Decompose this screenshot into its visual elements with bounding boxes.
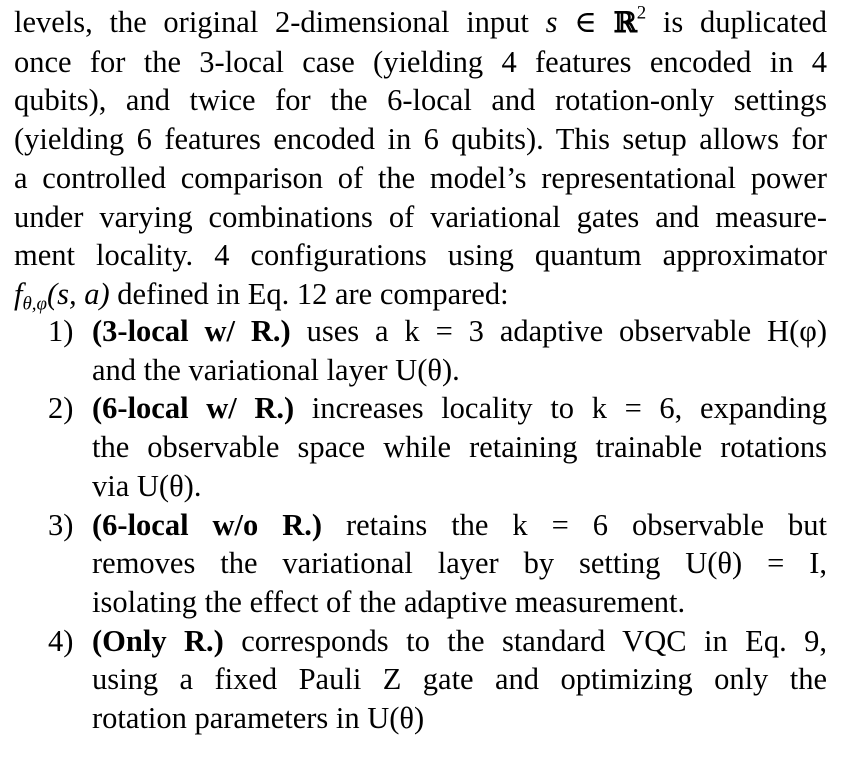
math-symbol: ∈ <box>557 5 614 39</box>
math-symbol: ℝ <box>613 6 637 39</box>
text-run: increases locality to k = 6, expanding <box>294 391 828 426</box>
list-item <box>0 312 862 389</box>
list-item <box>0 506 862 622</box>
list-item-line: isolating the effect of the adaptive measurement. <box>92 584 686 619</box>
list-item-body <box>92 389 827 505</box>
intro-line-2: once for the 3-local case (yielding 4 features encoded in 4 <box>14 44 827 79</box>
list-item-line <box>92 389 827 428</box>
list-item-number: 4) <box>48 623 74 658</box>
list-item-number: 3) <box>48 507 74 542</box>
list-item-number: 1) <box>48 314 74 348</box>
intro-line-7: ment locality. 4 configurations using quantum approximator <box>14 238 827 273</box>
list-item-body <box>92 506 827 622</box>
list-item-title: (3-local w/ R.) <box>92 314 291 348</box>
text-run: corresponds to the standard VQC in Eq. 9, <box>223 623 828 658</box>
list-item-line: and the variational layer U(θ). <box>92 352 460 387</box>
text-run: defined in Eq. 12 are compared: <box>109 276 509 311</box>
math-symbol: s <box>545 5 558 39</box>
list-item-title: (6-local w/o R.) <box>92 507 323 542</box>
list-item <box>0 622 862 738</box>
math-symbol: f <box>14 276 23 311</box>
math-subscript: θ,φ <box>22 293 47 315</box>
intro-line-4: (yielding 6 features encoded in 6 qubits). This setup allows for <box>14 122 827 157</box>
text-run: retains the k = 6 observable but <box>322 507 827 542</box>
list-item-number: 2) <box>48 391 74 426</box>
list-item-body <box>92 622 827 738</box>
list-item-title: (Only R.) <box>92 623 224 658</box>
list-item-line <box>92 622 827 661</box>
list-item-line: the observable space while retaining trainable rotations <box>92 430 827 465</box>
list-item-line <box>92 506 827 545</box>
intro-paragraph <box>14 3 827 314</box>
text-run: levels, the original 2-dimensional input <box>14 5 546 39</box>
list-item-line <box>92 312 827 351</box>
configuration-list <box>0 312 862 738</box>
list-item-line: removes the variational layer by setting U(θ) = I, <box>92 546 827 581</box>
list-item-body <box>92 312 827 389</box>
list-item-line: via U(θ). <box>92 468 202 503</box>
intro-line-5: a controlled comparison of the model’s representational power <box>14 160 827 195</box>
list-item-title: (6-local w/ R.) <box>92 391 295 426</box>
list-item-line: using a fixed Pauli Z gate and optimizing only the <box>92 662 827 697</box>
intro-line-6: under varying combinations of variational gates and measure- <box>14 199 827 234</box>
math-superscript: 2 <box>636 2 647 24</box>
text-run: uses a k = 3 adaptive observable H(φ) <box>290 314 828 348</box>
intro-line-1 <box>14 3 827 43</box>
math-symbol: (s, a) <box>46 276 110 311</box>
intro-line-8 <box>14 275 827 314</box>
intro-line-3: qubits), and twice for the 6-local and rotation-only settings <box>14 83 827 118</box>
text-run: is duplicated <box>646 5 827 39</box>
list-item-line: rotation parameters in U(θ) <box>92 701 425 736</box>
list-item <box>0 389 862 505</box>
